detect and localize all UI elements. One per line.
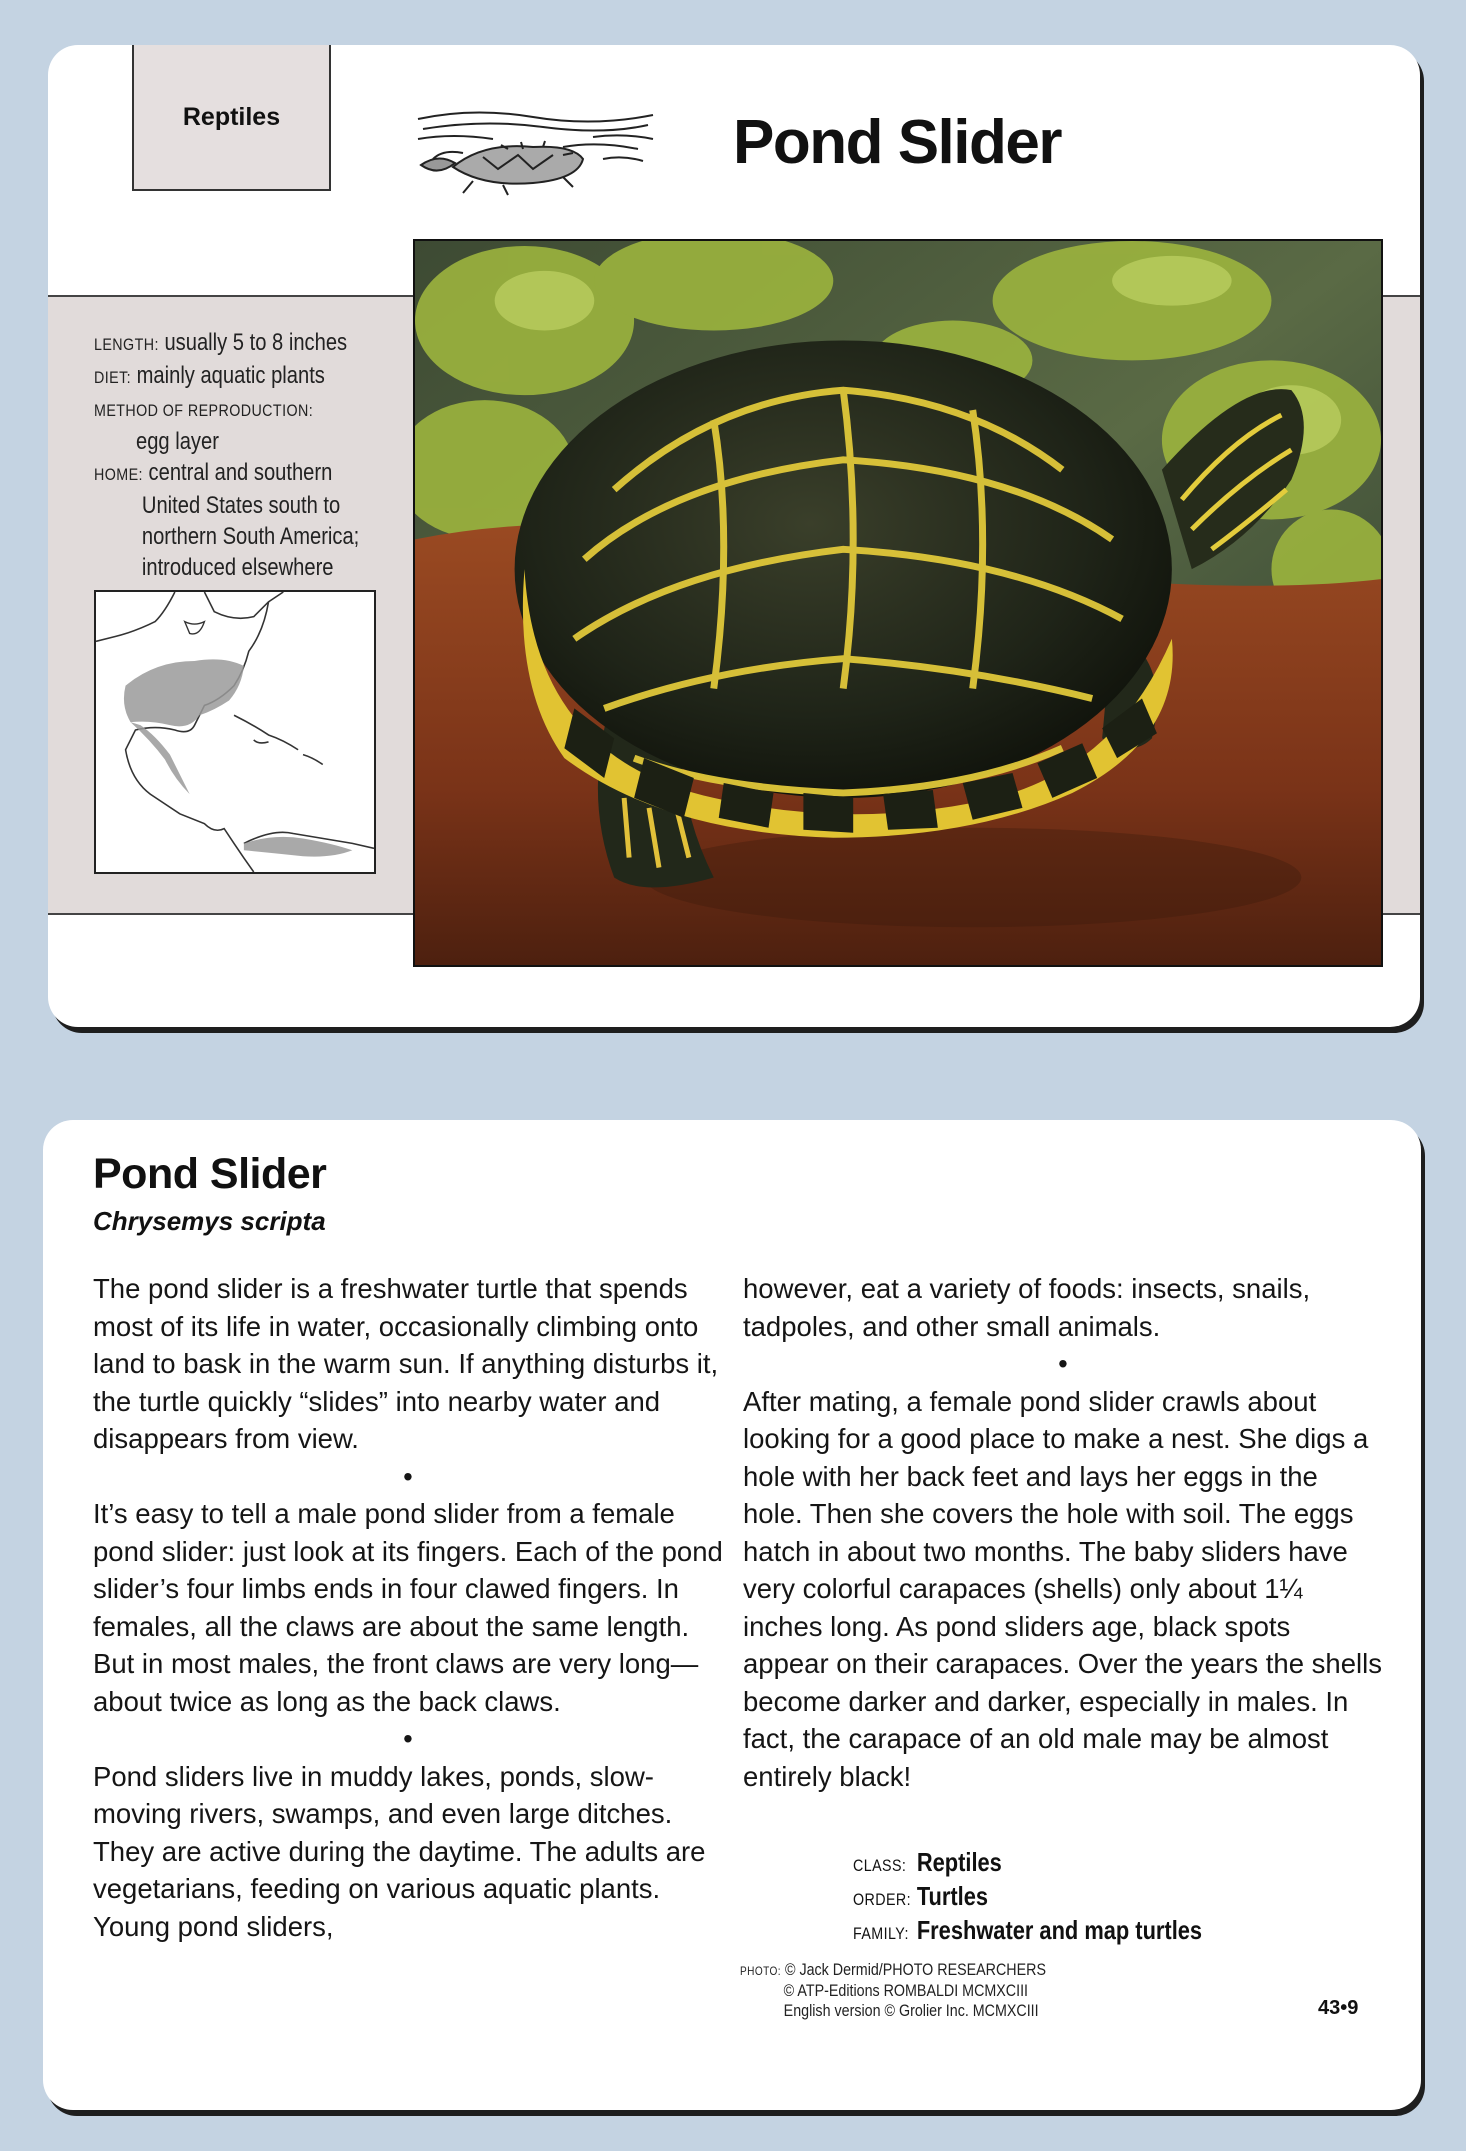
back-card: [43, 1120, 1421, 2110]
family-value: Freshwater and map turtles: [916, 1915, 1203, 1945]
credit-line-3: English version © Grolier Inc. MCMXCIII: [783, 2001, 1039, 2020]
text-column-2: [743, 1270, 1383, 1795]
order-label: ORDER:: [853, 1890, 912, 1909]
swimming-turtle-icon: [413, 97, 658, 197]
separator-bullet: •: [403, 1460, 413, 1492]
text-column-1: [93, 1270, 723, 1945]
credit-line-2: © ATP-Editions ROMBALDI MCMXCIII: [783, 1981, 1029, 2000]
family-label: FAMILY:: [853, 1924, 909, 1943]
paragraph-3: Pond sliders live in muddy lakes, ponds, slow-moving rivers, swamps, and even large ditches. They are active during the daytime. The adults are vegetarians, feeding on various aquatic plants. Young pond sliders,: [93, 1760, 706, 1942]
class-label: CLASS:: [853, 1856, 907, 1875]
paragraph-4: however, eat a variety of foods: insects, snails, tadpoles, and other small animals.: [743, 1273, 1311, 1342]
photo-credits: [740, 1960, 1046, 2021]
front-card: [48, 45, 1420, 1027]
order-value: Turtles: [916, 1881, 989, 1911]
class-value: Reptiles: [916, 1847, 1002, 1877]
separator-bullet: •: [403, 1723, 413, 1754]
home-label: HOME:: [94, 465, 143, 484]
card-title: Pond Slider: [733, 108, 1061, 177]
home-line-3: northern South America;: [141, 523, 360, 550]
back-title: Pond Slider: [93, 1150, 327, 1198]
range-map: [94, 590, 376, 874]
home-line-2: United States south to: [141, 492, 341, 519]
scientific-name: Chrysemys scripta: [93, 1206, 326, 1236]
repro-value: egg layer: [136, 428, 219, 455]
diet-value: mainly aquatic plants: [136, 362, 325, 389]
credit-line-1: © Jack Dermid/PHOTO RESEARCHERS: [784, 1960, 1046, 1979]
paragraph-5: After mating, a female pond slider crawls about looking for a good place to make a nest. She digs a hole with her back feet and lays her eggs in the hole. Then she covers the hole with soil. The eggs hatch in about two months. The baby sliders have very colorful carapaces (shells) only about 1¼ inches long. As pond sliders age, black spots appear on their carapaces. Over the years the shells become darker and darker, especially in males. In fact, the carapace of an old male may be almost entirely black!: [743, 1385, 1382, 1792]
paragraph-1: The pond slider is a freshwater turtle that spends most of its life in water, occasionally climbing onto land to bask in the warm sun. If anything disturbs it, the turtle quickly “slides” into nearby water and disappears from view.: [93, 1273, 719, 1454]
diet-label: DIET:: [94, 368, 132, 387]
photo-label: PHOTO:: [740, 1964, 781, 1978]
home-line-4: introduced elsewhere: [141, 554, 334, 581]
taxonomy: [853, 1847, 1202, 1949]
category-tag: Reptiles: [132, 45, 331, 191]
length-value: usually 5 to 8 inches: [164, 329, 348, 356]
home-line-1: central and southern: [148, 459, 333, 486]
length-label: LENGTH:: [94, 335, 159, 354]
turtle-photo: [413, 239, 1383, 967]
repro-label: METHOD OF REPRODUCTION:: [94, 401, 314, 420]
separator-bullet: •: [1058, 1348, 1068, 1379]
facts-panel: [94, 327, 363, 583]
page-number: 43•9: [1318, 1997, 1359, 2019]
paragraph-2: It’s easy to tell a male pond slider from a female pond slider: just look at its fingers. Each of the pond slider’s four limbs ends in four clawed fingers. In females, all the claws are about the same length. But in most males, the front claws are very long—about twice as long as the back claws.: [93, 1498, 723, 1717]
